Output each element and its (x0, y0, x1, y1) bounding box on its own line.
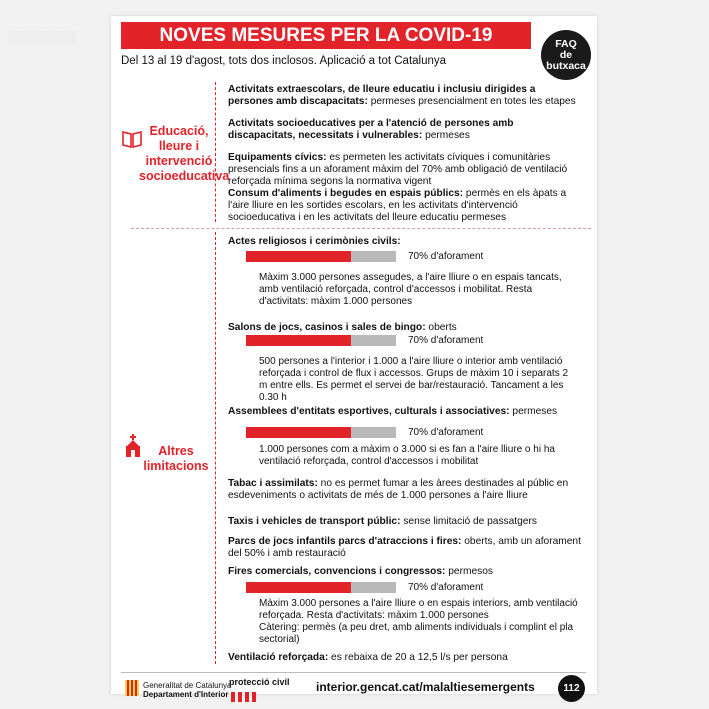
list-item (228, 516, 583, 528)
page-title: NOVES MESURES PER LA COVID-19 (121, 22, 531, 49)
capacity-bar-row (246, 426, 483, 439)
item-note: 1.000 persones com a màxim o 3.000 si es fan a l'aire lliure o hi ha ventilació reforçada, control d'accessos i mobilitat (259, 444, 555, 467)
capacity-bar (246, 335, 396, 346)
footer-divider (121, 672, 586, 673)
section-label-other (141, 444, 211, 474)
item-text: permeses (509, 406, 558, 417)
item-text: es permeten les activitats cíviques i comunitàries presencials fins a un aforament màxim del 70% amb obligació de ventilació reforçada mínima segons la normativa vigent (228, 152, 568, 187)
item-text: no es permet fumar a les àrees destinades al públic en esdeveniments o activitats de més de 1.000 persones a l'aire lliure (228, 478, 569, 501)
list-item (228, 152, 583, 188)
gencat-text (143, 681, 232, 699)
list-item (228, 322, 583, 334)
list-item (228, 478, 583, 502)
gencat-line: Generalitat de Catalunya (143, 681, 232, 690)
item-text: es rebaixa de 20 a 12,5 l/s per persona (328, 652, 508, 663)
item-heading: Actes religiosos i cerimònies civils: (228, 236, 401, 247)
section-label-line: Altres (158, 444, 194, 458)
list-item (228, 236, 583, 248)
section-label-education (139, 124, 230, 184)
faq-badge (541, 30, 591, 80)
capacity-bar (246, 251, 396, 262)
list-item (228, 566, 583, 578)
section-divider-vertical (215, 232, 216, 664)
section-divider (131, 228, 591, 229)
proteccio-civil-text: protecció civil (229, 677, 290, 687)
faq-badge-line: butxaca (546, 59, 586, 72)
item-note: Màxim 3.000 persones assegudes, a l'aire lliure o en espais tancats, amb ventilació reforçada, control d'accessos i mobilitat. Resta d'activitats: màxim 1.000 persones (259, 272, 562, 307)
emergency-112-badge: 112 (558, 675, 585, 702)
item-note: Màxim 3.000 persones a l'aire lliure o en espais interiors, amb ventilació reforçada. Resta d'activitats: màxim 1.000 persones (259, 598, 578, 621)
item-heading: Taxis i vehicles de transport públic: (228, 516, 401, 527)
item-heading: Ventilació reforçada: (228, 652, 329, 663)
section-label-line: limitacions (143, 459, 209, 473)
item-note: Càtering: permès (a peu dret, amb aliments individuals i complint el pla sectorial) (259, 622, 574, 645)
list-item (228, 406, 583, 418)
section-label-line: socioeducativa (139, 169, 230, 183)
capacity-bar-fill (246, 251, 351, 262)
background-text: ▒▒▒▒▒▒▒▒ (8, 30, 77, 44)
gencat-logo-icon (125, 680, 139, 696)
capacity-bar (246, 582, 396, 593)
section-label-line: Educació, (149, 124, 209, 138)
capacity-bar-fill (246, 427, 351, 438)
capacity-bar-fill (246, 335, 351, 346)
item-text: oberts (425, 322, 457, 333)
section-label-line: intervenció (145, 154, 213, 168)
item-heading: Equipaments cívics: (228, 152, 327, 163)
item-text: permeses (422, 130, 470, 141)
item-heading: Fires comercials, convencions i congressos: (228, 566, 446, 577)
gencat-line: Departament d'Interior (143, 690, 229, 699)
page-subtitle: Del 13 al 19 d'agost, tots dos inclosos. Aplicació a tot Catalunya (121, 55, 447, 67)
footer-url[interactable]: interior.gencat.cat/malaltiesemergents (316, 680, 535, 694)
item-text: sense limitació de passatgers (400, 516, 537, 527)
item-note: 500 persones a l'interior i 1.000 a l'aire lliure o interior amb ventilació reforçada i control de flux i accessos. Grups de màxim 10 i separats 2 m entre ells. Es permet el servei de bar/restauració. Tancament a les 0.30 h (259, 356, 569, 403)
faq-badge-line: FAQ (555, 37, 577, 50)
section-label-line: lleure i (158, 139, 200, 153)
item-text: permeses presencialment en totes les etapes (367, 96, 576, 107)
faq-badge-line: de (559, 48, 573, 61)
capacity-bar-label: 70% d'aforament (408, 251, 484, 262)
list-item (228, 84, 583, 108)
proteccio-civil-logo-icon (231, 689, 259, 707)
capacity-bar-fill (246, 582, 351, 593)
item-text: permès en els àpats a l'aire lliure en les sortides escolars, en les activitats d'intervenció socioeducativa i en les activitats del lleure educatiu permeses (228, 188, 567, 223)
item-heading: Activitats extraescolars, de lleure educatiu i inclusiu dirigides a persones amb discapacitats: (228, 84, 536, 107)
faq-sheet (111, 16, 597, 699)
list-item (228, 188, 583, 224)
capacity-bar-row (246, 334, 483, 347)
item-text: oberts, amb un aforament del 50% i amb restauració (228, 536, 581, 559)
capacity-bar (246, 427, 396, 438)
item-heading: Tabac i assimilats: (228, 478, 318, 489)
capacity-bar-label: 70% d'aforament (408, 582, 484, 593)
item-heading: Activitats socioeducatives per a l'atenció de persones amb discapacitats, necessitats i vulnerables: (228, 118, 514, 141)
list-item (228, 118, 583, 142)
item-heading: Assemblees d'entitats esportives, culturals i associatives: (228, 406, 510, 417)
capacity-bar-label: 70% d'aforament (408, 335, 484, 346)
list-item (228, 652, 583, 664)
list-item (228, 536, 583, 560)
item-heading: Parcs de jocs infantils parcs d'atraccions i fires: (228, 536, 462, 547)
item-heading: Consum d'aliments i begudes en espais públics: (228, 188, 464, 199)
item-text: permesos (445, 566, 493, 577)
capacity-bar-label: 70% d'aforament (408, 427, 484, 438)
capacity-bar-row (246, 250, 483, 263)
capacity-bar-row (246, 581, 483, 594)
item-heading: Salons de jocs, casinos i sales de bingo: (228, 322, 426, 333)
